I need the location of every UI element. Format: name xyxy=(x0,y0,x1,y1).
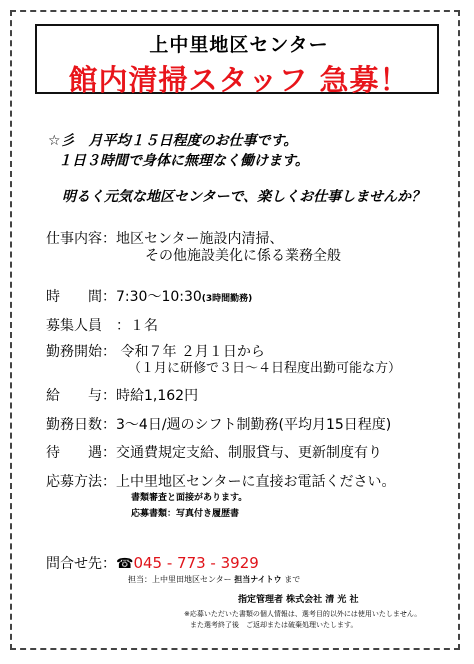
contact-row xyxy=(46,553,259,573)
recruit-label: 募集人員 ： xyxy=(46,318,130,334)
contact-person-name: 担当ナイトウ xyxy=(234,575,282,584)
phone-icon: ☎ xyxy=(116,556,134,572)
pay-label: 給 与： xyxy=(46,388,116,404)
contact-label: 問合せ先： xyxy=(46,556,116,572)
apply-note-2: 応募書類：写真付き履歴書 xyxy=(131,509,240,519)
pay-value: 時給1,162円 xyxy=(116,388,199,404)
apply-row xyxy=(46,471,395,491)
apply-label: 応募方法： xyxy=(46,474,116,490)
recruit-value: １名 xyxy=(130,318,158,334)
time-note: (3時間勤務) xyxy=(201,294,253,304)
start-label: 勤務開始： xyxy=(46,344,116,360)
treatment-label: 待 遇： xyxy=(46,445,116,461)
pay-row xyxy=(46,385,198,405)
time-label: 時 間： xyxy=(46,289,116,305)
manager: 指定管理者 株式会社 清 光 社 xyxy=(238,595,359,605)
header-box xyxy=(35,24,439,97)
intro-line-2: １日３時間で身体に無理なく働けます。 xyxy=(58,153,309,169)
headline: 館内清掃スタッフ 急募！ xyxy=(68,63,410,97)
start-value-1: 令和７年 ２月１日から xyxy=(120,344,265,360)
days-row xyxy=(46,414,391,434)
privacy-note-1: ※応募いただいた書類の個人情報は、選考目的以外には使用いたしません。 xyxy=(184,610,422,618)
start-value-2: （１月に研修で３日～４日程度出勤可能な方） xyxy=(128,361,402,376)
contact-person-suffix: まで xyxy=(284,575,301,584)
apply-note-1: 書類審査と面接があります。 xyxy=(131,493,248,503)
contact-phone[interactable]: 045 - 773 - 3929 xyxy=(133,554,259,572)
contact-person-prefix: 担当：上中里田地区センター xyxy=(128,575,232,584)
recruit-row xyxy=(46,315,158,335)
treatment-value: 交通費規定支給、制服貸与、更新制度有り xyxy=(116,445,382,461)
days-value: 3～4日/週のシフト制勤務(平均月15日程度) xyxy=(116,417,392,433)
intro-line-3: 明るく元気な地区センターで、楽しくお仕事しませんか？ xyxy=(62,189,426,205)
job-value-1: 地区センター施設内清掃、 xyxy=(116,231,284,247)
days-label: 勤務日数： xyxy=(46,417,116,433)
time-value: 7:30～10:30 xyxy=(116,289,202,305)
page-title: 上中里地区センター xyxy=(149,34,329,56)
contact-person xyxy=(128,574,300,585)
privacy-note-2: また選考終了後 ご返却または破棄処理いたします。 xyxy=(190,621,358,629)
treatment-row xyxy=(46,442,382,462)
apply-value: 上中里地区センターに直接お電話ください。 xyxy=(116,474,396,490)
job-label: 仕事内容： xyxy=(46,231,116,247)
job-value-2: その他施設美化に係る業務全般 xyxy=(145,248,341,264)
intro-line-1: ☆彡 月平均１５日程度のお仕事です。 xyxy=(48,133,298,149)
time-row xyxy=(46,286,252,306)
